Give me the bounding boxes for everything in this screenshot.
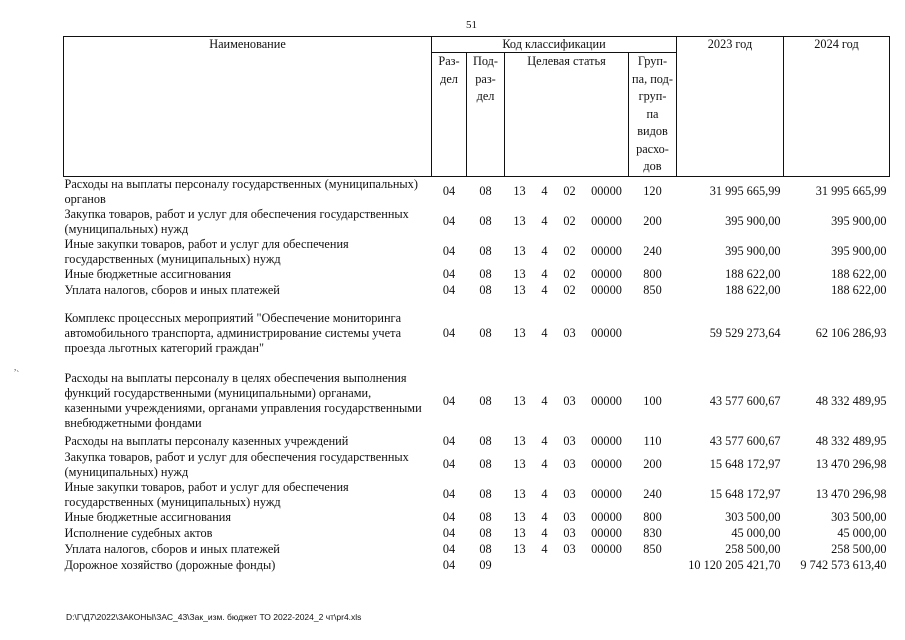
row-name: Закупка товаров, работ и услуг для обеспечения государственных (муниципальных) нужд <box>64 206 409 236</box>
header-name: Наименование <box>64 37 432 53</box>
podrazdel: 08 <box>479 526 492 540</box>
table-row <box>64 283 890 299</box>
table-row <box>64 299 890 359</box>
amount-2023: 15 648 172,97 <box>709 487 781 501</box>
scan-marks: ,ˎ <box>14 362 20 372</box>
podrazdel: 08 <box>479 393 492 408</box>
target-4: 00000 <box>591 283 622 297</box>
header-podrazdel: Под- раз- дел <box>467 53 505 177</box>
table-row <box>64 237 890 267</box>
amount-2024: 45 000,00 <box>837 526 887 540</box>
target-4: 00000 <box>591 434 622 448</box>
target-2: 4 <box>541 326 548 340</box>
target-2: 4 <box>541 283 548 297</box>
header-year-2023: 2023 год <box>677 37 784 53</box>
group: 200 <box>643 457 662 471</box>
amount-2023: 15 648 172,97 <box>709 457 781 471</box>
header-target-article: Целевая статья <box>505 53 629 177</box>
target-2: 4 <box>541 510 548 524</box>
amount-2024: 48 332 489,95 <box>815 393 887 408</box>
table-row <box>64 558 890 574</box>
row-name: Комплекс процессных мероприятий "Обеспечение мониторинга автомобильного транспорта, администрирование системы учета проезда льготных категорий граждан" <box>64 311 402 355</box>
amount-2023: 10 120 205 421,70 <box>688 558 781 572</box>
target-2: 4 <box>541 244 548 258</box>
razdel: 04 <box>442 434 456 448</box>
table-row <box>64 510 890 526</box>
group: 830 <box>643 526 662 540</box>
header-code-group: Код классификации <box>432 37 677 53</box>
target-1: 13 <box>513 393 526 408</box>
target-4: 00000 <box>591 487 622 501</box>
header-row-2 <box>64 53 890 177</box>
row-name: Уплата налогов, сборов и иных платежей <box>64 283 280 297</box>
target-4: 00000 <box>591 526 622 540</box>
podrazdel: 08 <box>479 244 492 258</box>
target-2: 4 <box>541 457 548 471</box>
row-name: Расходы на выплаты персоналу государственных (муниципальных) органов <box>64 176 418 206</box>
target-3: 02 <box>563 267 576 281</box>
amount-2024: 31 995 665,99 <box>815 184 887 198</box>
table-row <box>64 359 890 434</box>
group: 800 <box>643 267 662 281</box>
amount-2024: 188 622,00 <box>831 283 887 297</box>
target-2: 4 <box>541 214 548 228</box>
amount-2023: 43 577 600,67 <box>709 393 781 408</box>
header-razdel: Раз- дел <box>432 53 467 177</box>
row-name: Иные бюджетные ассигнования <box>64 510 232 524</box>
table-row <box>64 267 890 283</box>
target-1: 13 <box>513 214 526 228</box>
podrazdel: 09 <box>479 558 492 572</box>
target-3: 02 <box>563 184 576 198</box>
table-row <box>64 450 890 480</box>
razdel: 04 <box>442 558 456 572</box>
group: 200 <box>643 214 662 228</box>
row-name: Расходы на выплаты персоналу казенных учреждений <box>64 434 349 448</box>
group: 850 <box>643 542 662 556</box>
target-3: 03 <box>563 326 576 340</box>
amount-2023: 31 995 665,99 <box>709 184 781 198</box>
target-3: 03 <box>563 487 576 501</box>
razdel: 04 <box>442 393 456 408</box>
group <box>629 558 677 574</box>
razdel: 04 <box>442 326 456 340</box>
target-3: 02 <box>563 214 576 228</box>
group: 240 <box>643 487 662 501</box>
amount-2023: 59 529 273,64 <box>709 326 781 340</box>
table-row <box>64 480 890 510</box>
amount-2024: 13 470 296,98 <box>815 457 887 471</box>
target-4: 00000 <box>591 326 622 340</box>
target-2: 4 <box>541 526 548 540</box>
target-1: 13 <box>513 542 526 556</box>
target-4: 00000 <box>591 244 622 258</box>
amount-2024: 9 742 573 613,40 <box>800 558 887 572</box>
podrazdel: 08 <box>479 283 492 297</box>
amount-2024: 48 332 489,95 <box>815 434 887 448</box>
amount-2023: 258 500,00 <box>725 542 781 556</box>
target-4: 00000 <box>591 457 622 471</box>
target-3: 03 <box>563 510 576 524</box>
amount-2024: 303 500,00 <box>831 510 887 524</box>
group <box>629 299 677 359</box>
razdel: 04 <box>442 267 456 281</box>
target-3: 03 <box>563 526 576 540</box>
group: 100 <box>643 393 662 408</box>
podrazdel: 08 <box>479 326 492 340</box>
row-name: Иные закупки товаров, работ и услуг для обеспечения государственных (муниципальных) нужд <box>64 236 349 266</box>
target-2: 4 <box>541 393 548 408</box>
amount-2023: 395 900,00 <box>725 244 781 258</box>
table-row <box>64 526 890 542</box>
podrazdel: 08 <box>479 542 492 556</box>
amount-2023: 303 500,00 <box>725 510 781 524</box>
podrazdel: 08 <box>479 267 492 281</box>
amount-2024: 188 622,00 <box>831 267 887 281</box>
group: 120 <box>643 184 662 198</box>
target-3 <box>555 558 585 574</box>
amount-2024: 395 900,00 <box>831 244 887 258</box>
header-year-2023-cont <box>677 53 784 177</box>
target-4: 00000 <box>591 393 622 408</box>
target-4: 00000 <box>591 214 622 228</box>
amount-2024: 62 106 286,93 <box>815 326 887 340</box>
target-2: 4 <box>541 542 548 556</box>
target-3: 03 <box>563 393 576 408</box>
target-2: 4 <box>541 434 548 448</box>
budget-table <box>63 36 890 574</box>
target-3: 03 <box>563 457 576 471</box>
podrazdel: 08 <box>479 457 492 471</box>
podrazdel: 08 <box>479 434 492 448</box>
table-row <box>64 176 890 207</box>
razdel: 04 <box>442 244 456 258</box>
amount-2024: 13 470 296,98 <box>815 487 887 501</box>
row-name: Уплата налогов, сборов и иных платежей <box>64 542 280 556</box>
row-name: Дорожное хозяйство (дорожные фонды) <box>64 558 276 572</box>
razdel: 04 <box>442 542 456 556</box>
razdel: 04 <box>442 283 456 297</box>
file-path-footer: D:\Г\Д7\2022\ЗАКОНЫ\ЗАС_43\Зак_изм. бюджет ТО 2022-2024_2 чт\pr4.xls <box>66 612 362 622</box>
table-row <box>64 207 890 237</box>
razdel: 04 <box>442 184 456 198</box>
amount-2024: 258 500,00 <box>831 542 887 556</box>
group: 800 <box>643 510 662 524</box>
header-row-1 <box>64 37 890 53</box>
target-1: 13 <box>513 326 526 340</box>
podrazdel: 08 <box>479 510 492 524</box>
razdel: 04 <box>442 214 456 228</box>
row-name: Иные бюджетные ассигнования <box>64 267 232 281</box>
podrazdel: 08 <box>479 487 492 501</box>
podrazdel: 08 <box>479 214 492 228</box>
header-year-2024-cont <box>784 53 890 177</box>
amount-2023: 43 577 600,67 <box>709 434 781 448</box>
row-name: Расходы на выплаты персоналу в целях обеспечения выполнения функций государственными (муниципальными) органами, казенными учреждениями, органами управления государственными внебюджетными фондами <box>64 371 422 430</box>
header-name-cont <box>64 53 432 177</box>
amount-2024: 395 900,00 <box>831 214 887 228</box>
target-4 <box>585 558 629 574</box>
target-1: 13 <box>513 434 526 448</box>
target-1: 13 <box>513 283 526 297</box>
target-1 <box>505 558 535 574</box>
target-1: 13 <box>513 487 526 501</box>
group: 240 <box>643 244 662 258</box>
header-group: Груп- па, под- груп- па видов расхо- дов <box>629 53 677 177</box>
row-name: Исполнение судебных актов <box>64 526 213 540</box>
target-2: 4 <box>541 487 548 501</box>
amount-2023: 395 900,00 <box>725 214 781 228</box>
header-year-2024: 2024 год <box>784 37 890 53</box>
target-1: 13 <box>513 184 526 198</box>
page-number: 51 <box>466 19 477 31</box>
target-3: 03 <box>563 434 576 448</box>
target-3: 03 <box>563 542 576 556</box>
amount-2023: 188 622,00 <box>725 283 781 297</box>
target-1: 13 <box>513 267 526 281</box>
row-name: Закупка товаров, работ и услуг для обеспечения государственных (муниципальных) нужд <box>64 449 409 479</box>
razdel: 04 <box>442 457 456 471</box>
target-4: 00000 <box>591 510 622 524</box>
razdel: 04 <box>442 487 456 501</box>
group: 850 <box>643 283 662 297</box>
podrazdel: 08 <box>479 184 492 198</box>
target-4: 00000 <box>591 184 622 198</box>
target-2: 4 <box>541 184 548 198</box>
table-row <box>64 542 890 558</box>
target-2 <box>535 558 555 574</box>
target-4: 00000 <box>591 267 622 281</box>
target-2: 4 <box>541 267 548 281</box>
target-1: 13 <box>513 526 526 540</box>
razdel: 04 <box>442 510 456 524</box>
row-name: Иные закупки товаров, работ и услуг для обеспечения государственных (муниципальных) нужд <box>64 479 349 509</box>
target-1: 13 <box>513 510 526 524</box>
razdel: 04 <box>442 526 456 540</box>
target-1: 13 <box>513 244 526 258</box>
target-3: 02 <box>563 244 576 258</box>
table-row <box>64 434 890 450</box>
target-3: 02 <box>563 283 576 297</box>
table-body <box>64 176 890 574</box>
target-1: 13 <box>513 457 526 471</box>
amount-2023: 45 000,00 <box>731 526 781 540</box>
amount-2023: 188 622,00 <box>725 267 781 281</box>
group: 110 <box>643 434 662 448</box>
target-4: 00000 <box>591 542 622 556</box>
